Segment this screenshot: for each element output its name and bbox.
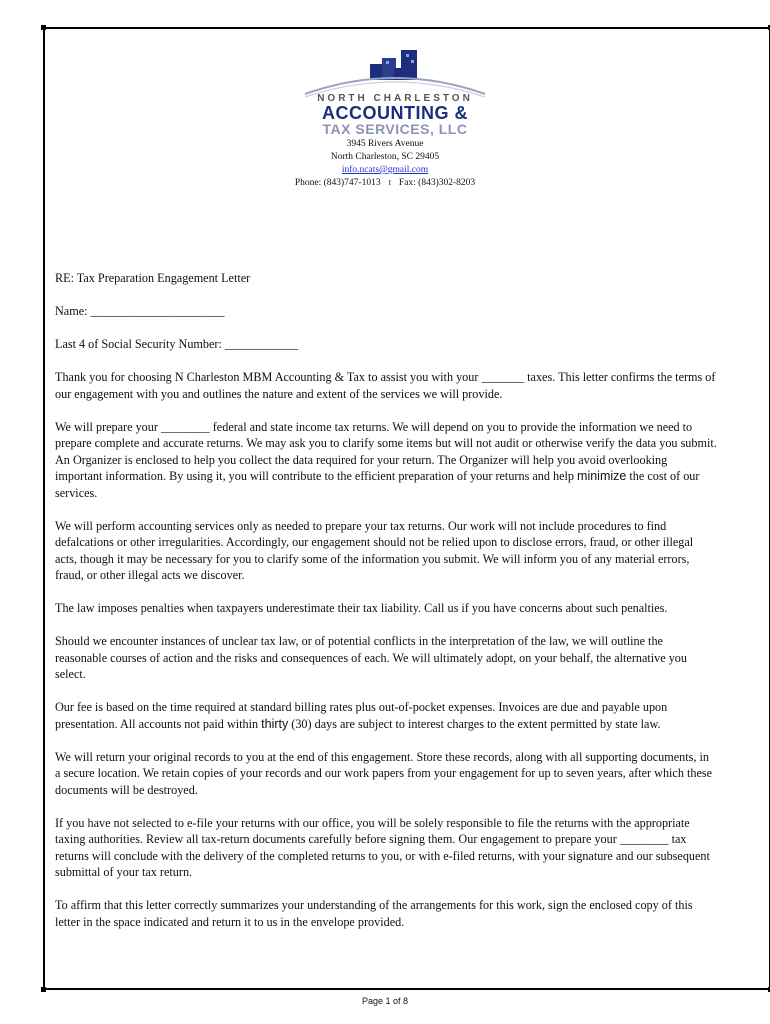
company-logo [300, 44, 490, 139]
word-thirty: thirty [261, 716, 289, 731]
paragraph-penalties: The law imposes penalties when taxpayers underestimate their tax liability. Call us if you have concerns about such penalties. [55, 601, 668, 615]
logo-text-line3: TAX SERVICES, LLC [322, 121, 468, 137]
paragraph-fees-end: (30) days are subject to interest charges to the extent permitted by state law. [288, 716, 661, 731]
paragraph-records: We will return your original records to you at the end of this engagement. Store these records, along with all supporting documents, in a secure location. We retain copies of your records and our work papers from your engagement for up to seven years, after which these documents will be destroyed. [55, 749, 713, 797]
paragraph-unclear-law: Should we encounter instances of unclear tax law, or of potential conflicts in the interpretation of the law, we will outline the reasonable courses of action and the risks and consequences of each. We will ultimately adopt, on your behalf, the alternative you select. [55, 634, 687, 681]
border-corner [41, 25, 46, 30]
paragraph-affirm: To affirm that this letter correctly summarizes your understanding of the arrangements for this work, sign the enclosed copy of this letter in the space indicated and return it to us in the envelope provided. [55, 898, 693, 929]
logo-text-line1: NORTH CHARLESTON [317, 93, 473, 104]
page-number: Page 1 of 8 [361, 996, 409, 1006]
paragraph-services-text: We will prepare your ________ federal and state income tax returns. We will depend on you to provide the information we need to prepare complete and accurate returns. We may ask you to clarify some items but will not audit or otherwise verify the data you submit. An Organizer is enclosed to help you collect the data required for your return. The Organizer will help you avoid overlooking important information. By using it, you will contribute to the efficient preparation of your returns and help [55, 419, 717, 483]
street-address: 3945 Rivers Avenue [346, 139, 424, 149]
name-line: Name: ______________________ [55, 304, 225, 318]
fax-number: Fax: (843)302-8203 [398, 178, 476, 188]
phone-number: Phone: (843)747-1013 [294, 178, 381, 188]
paragraph-services [55, 419, 717, 502]
paragraph-services-end: the cost of our services. [55, 469, 700, 500]
word-minimize: minimize [577, 469, 627, 483]
paragraph-scope: We will perform accounting services only as needed to prepare your tax returns. Our work will not include procedures to find defalcations or other irregularities. Accordingly, our engagement should not be relied upon to disclose errors, fraud, or other illegal acts, though it may be necessary for you to clarify some of the information you submit. We will inform you of any material errors, fraud, or other illegal acts we discover. [55, 518, 694, 582]
paragraph-intro: Thank you for choosing N Charleston MBM Accounting & Tax to assist you with your _______ taxes. This letter confirms the terms of our engagement with you and outlines the nature and extent of the services we will provide. [55, 370, 716, 401]
contact-line [0, 177, 770, 191]
email-link[interactable]: info.ncats@gmail.com [341, 165, 429, 175]
paragraph-fees [55, 699, 717, 732]
ssn-line: Last 4 of Social Security Number: ____________ [55, 337, 299, 351]
paragraph-efile: If you have not selected to e-file your returns with our office, you will be solely responsible to file the returns with the appropriate taxing authorities. Review all tax-return documents carefully before signing them. Our engagement to prepare your ________ tax returns will conclude with the delivery of the completed returns to you, or with e-filed returns, with your signature and our subsequent submittal of your tax return. [55, 815, 710, 879]
re-line: RE: Tax Preparation Engagement Letter [55, 271, 251, 285]
paragraph-fees-text: Our fee is based on the time required at standard billing rates plus out-of-pocket expenses. Invoices are due and payable upon presentation. All accounts not paid within [55, 700, 668, 731]
letter-body [55, 270, 717, 947]
city-address: North Charleston, SC 29405 [330, 152, 440, 162]
contact-separator: I [388, 179, 391, 187]
logo-text-line2: ACCOUNTING & [322, 103, 468, 123]
border-corner [41, 987, 46, 992]
